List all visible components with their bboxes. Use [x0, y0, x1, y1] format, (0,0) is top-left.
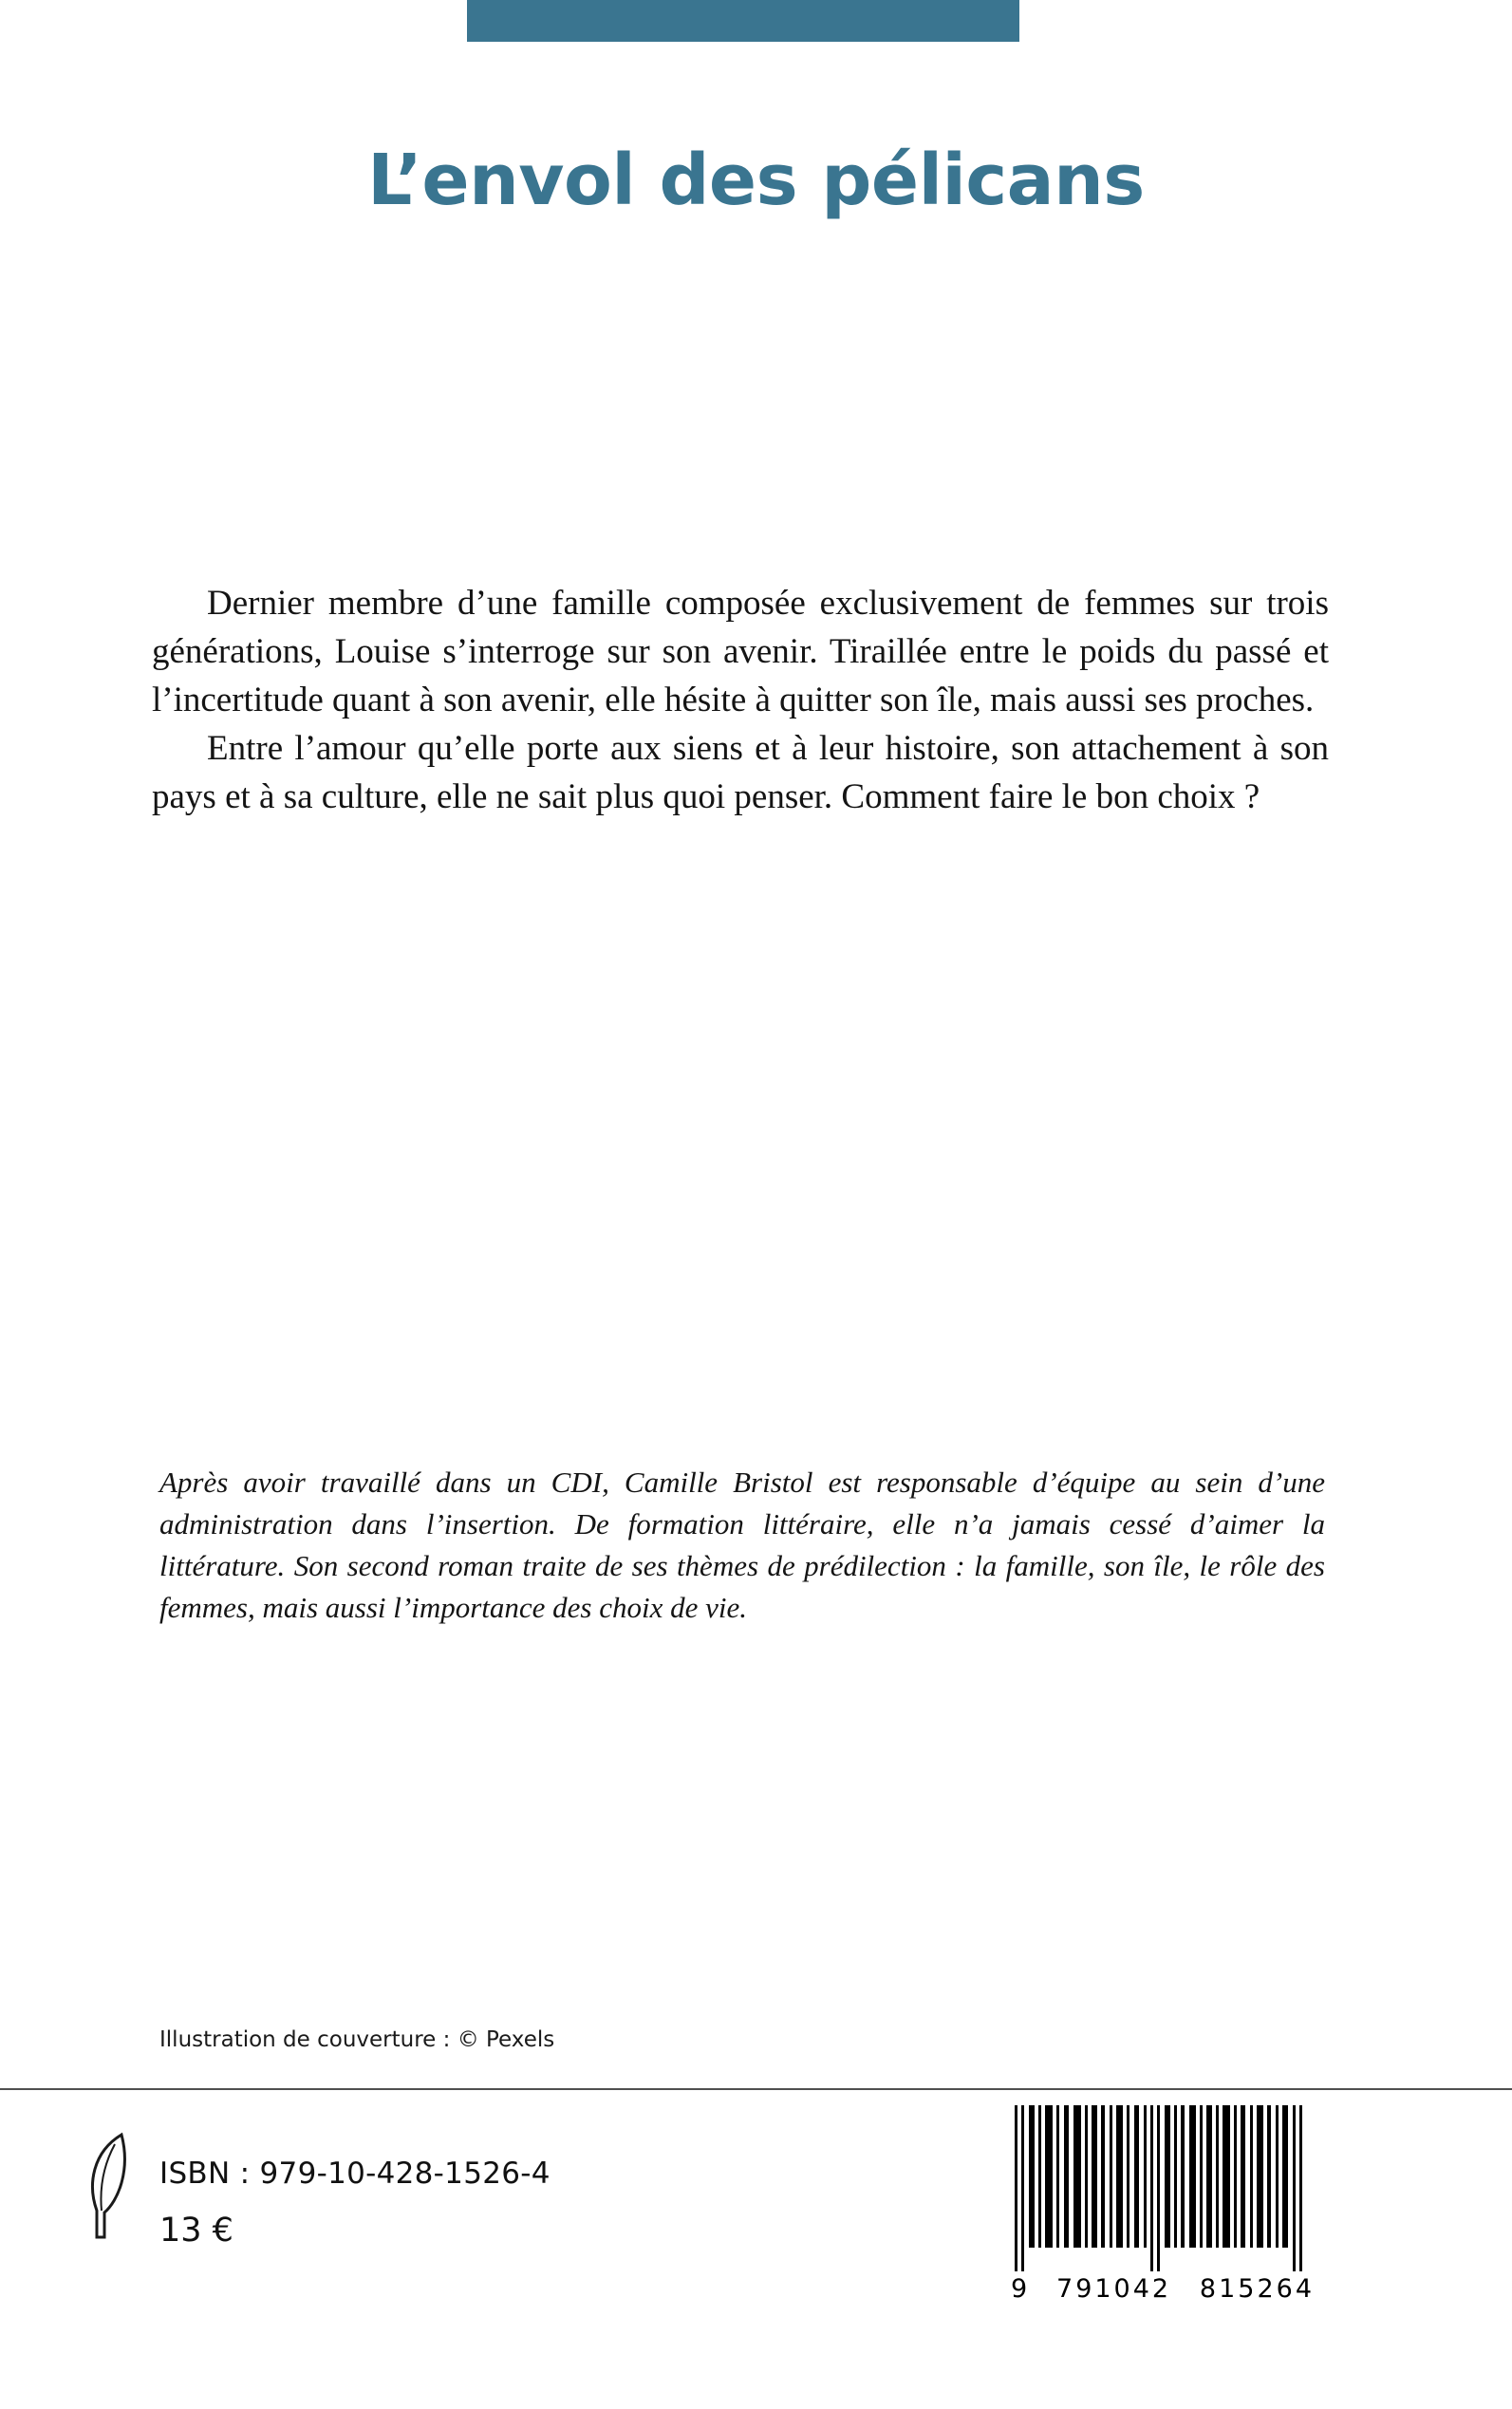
- barcode-bars: [1011, 2105, 1315, 2271]
- top-accent-bar: [467, 0, 1019, 42]
- book-blurb: [152, 579, 1329, 821]
- isbn-text: ISBN : 979-10-428-1526-4: [159, 2157, 551, 2191]
- barcode-lead-digit: 9: [1011, 2274, 1029, 2304]
- cover-illustration-credit: Illustration de couverture : © Pexels: [159, 2027, 555, 2052]
- book-title: L’envol des pélicans: [367, 140, 1145, 221]
- barcode-group-2: 815264: [1199, 2274, 1315, 2304]
- author-bio: [159, 1462, 1325, 1629]
- barcode-group-1: 791042: [1056, 2274, 1172, 2304]
- blurb-paragraph: Entre l’amour qu’elle porte aux siens et à leur histoire, son attachement à son pays et à sa culture, elle ne sait plus quoi penser. Comment faire le bon choix ?: [152, 729, 1329, 817]
- footer-divider: [0, 2088, 1512, 2090]
- barcode: [1011, 2105, 1315, 2352]
- author-bio-text: Après avoir travaillé dans un CDI, Camille Bristol est responsable d’équipe au sein d’une administration dans l’insertion. De formation littéraire, elle n’a jamais cessé d’aimer la littérature. Son second roman traite de ses thèmes de prédilection : la famille, son île, le rôle des femmes, mais aussi l’importance des choix de vie.: [159, 1466, 1325, 1625]
- blurb-paragraph: Dernier membre d’une famille composée exclusivement de femmes sur trois générations, Louise s’interroge sur son avenir. Tiraillée entre le poids du passé et l’incertitude quant à son avenir, elle hésite à quitter son île, mais aussi ses proches.: [152, 584, 1329, 720]
- feather-logo-icon: [84, 2131, 140, 2245]
- barcode-digits: [1011, 2274, 1315, 2304]
- price-text: 13 €: [159, 2212, 233, 2250]
